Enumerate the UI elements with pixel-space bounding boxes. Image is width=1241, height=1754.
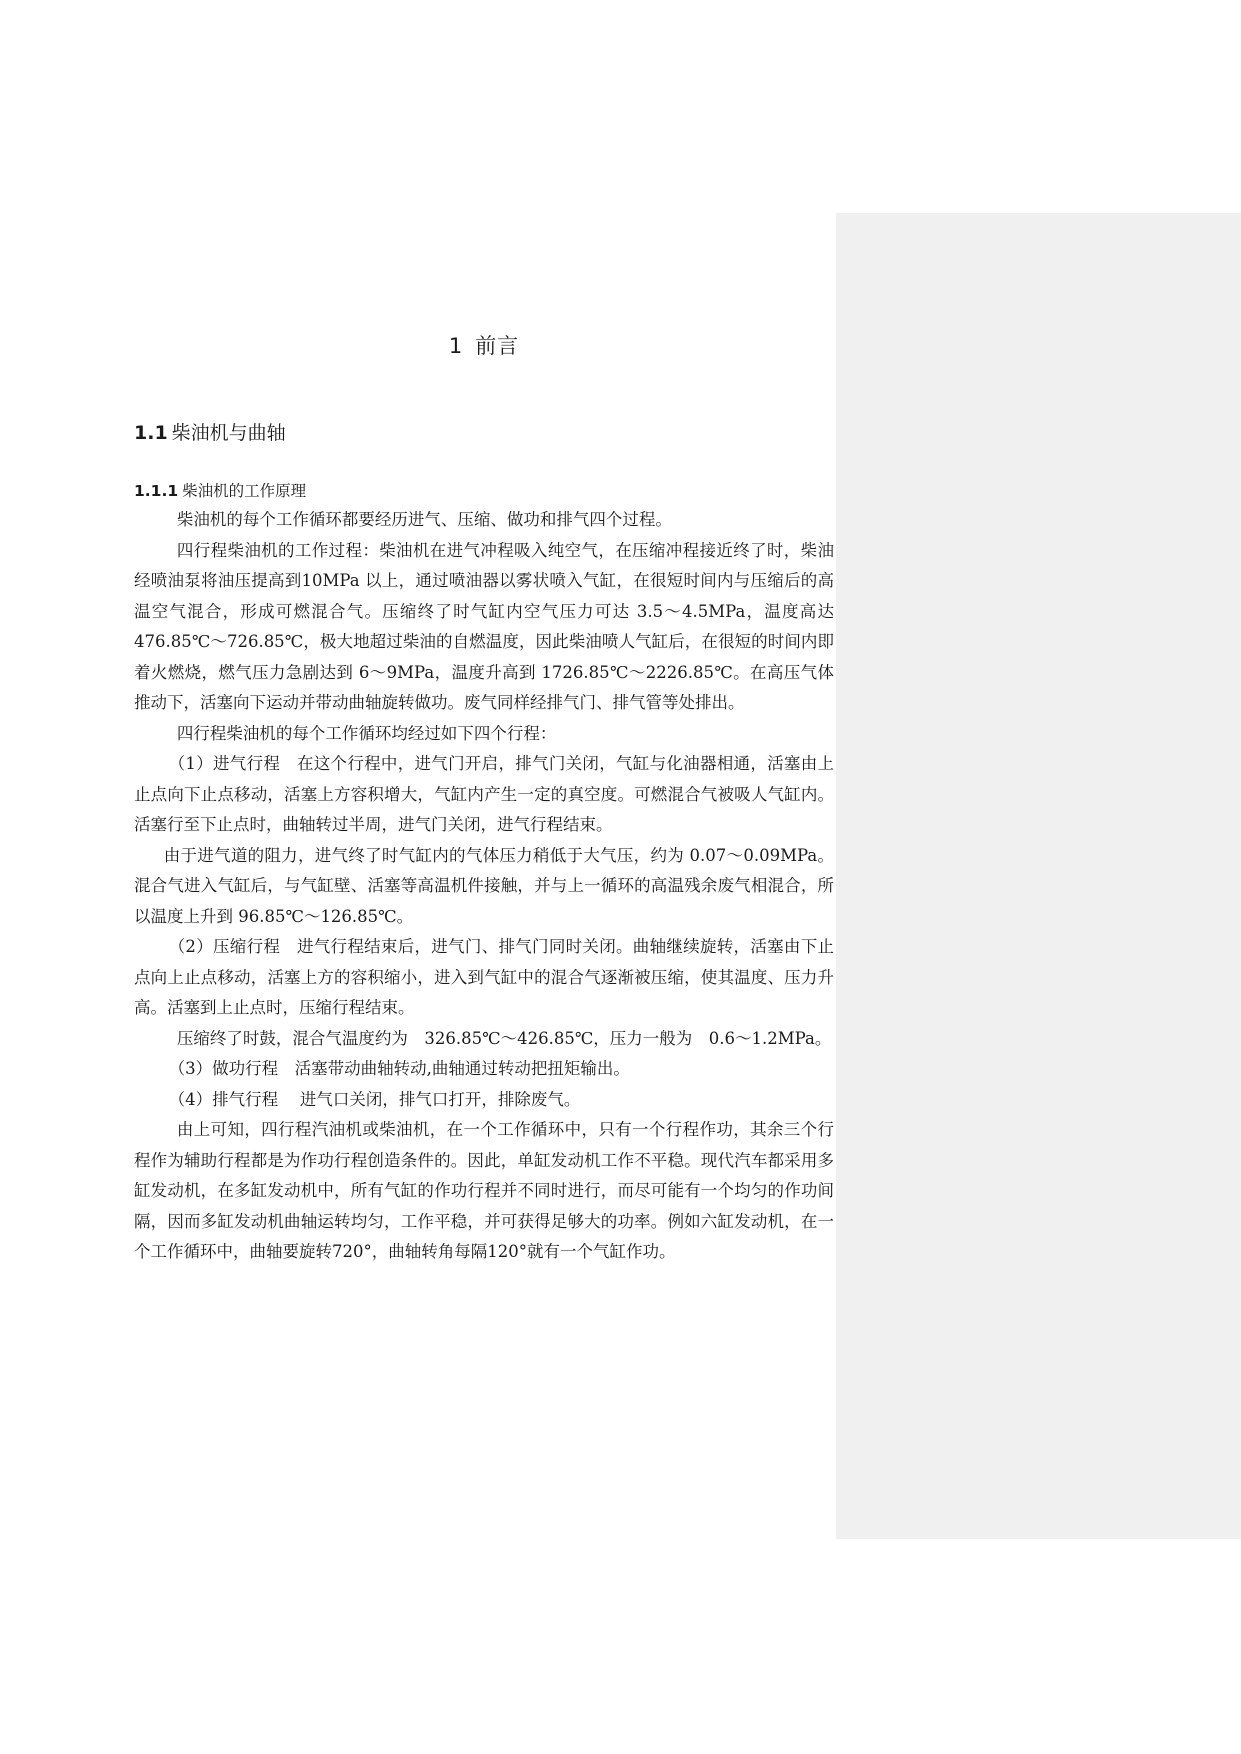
- section-number: 1.1: [134, 422, 168, 444]
- subsection-title-text: 柴油机的工作原理: [182, 482, 307, 500]
- section-title-text: 柴油机与曲轴: [171, 422, 286, 444]
- paragraph-compression-stroke: （2）压缩行程 进气行程结束后，进气门、排气门同时关闭。曲轴继续旋转，活塞由下止点向上止点移动，活塞上方的容积缩小，进入到气缸中的混合气逐渐被压缩，使其温度、压力升高。活塞到上止点时，压缩行程结束。: [134, 937, 834, 1017]
- subsection-heading: [134, 479, 834, 501]
- paragraph-intake-pressure: 由于进气道的阻力，进气终了时气缸内的气体压力稍低于大气压，约为 0.07～0.09MPa。混合气进入气缸后，与气缸壁、活塞等高温机件接触，并与上一循环的高温残余废气相混合，所以温度上升到 96.85℃～126.85℃。: [134, 845, 834, 926]
- section-heading: [134, 418, 834, 445]
- paragraph-four-strokes-intro: 四行程柴油机的每个工作循环均经过如下四个行程：: [176, 723, 557, 743]
- paragraph-cycle-overview: 柴油机的每个工作循环都要经历进气、压缩、做功和排气四个过程。: [176, 510, 672, 529]
- chapter-number: 1: [448, 334, 464, 358]
- chapter-title: [134, 330, 834, 360]
- paragraph-intake-stroke: （1）进气行程 在这个行程中，进气门开启，排气门关闭，气缸与化油器相通，活塞由上止点向下止点移动，活塞上方容积增大，气缸内产生一定的真空度。可燃混合气被吸人气缸内。活塞行至下止点时，曲轴转过半周，进气门关闭，进气行程结束。: [134, 754, 834, 834]
- subsection-number: 1.1.1: [134, 482, 179, 500]
- paragraph-exhaust-stroke: （4）排气行程 进气口关闭，排气口打开，排除废气。: [168, 1089, 581, 1109]
- comment-margin-pane: [836, 213, 1241, 1539]
- document-body: [134, 330, 834, 1268]
- paragraph-compression-end: 压缩终了时鼓，混合气温度约为 326.85℃～426.85℃，压力一般为 0.6～1.2MPa。: [176, 1028, 832, 1048]
- paragraph-power-stroke: （3）做功行程 活塞带动曲轴转动,曲轴通过转动把扭矩输出。: [168, 1059, 630, 1078]
- chapter-title-text: 前言: [475, 334, 520, 358]
- paragraph-working-process: 四行程柴油机的工作过程：柴油机在进气冲程吸入纯空气，在压缩冲程接近终了时，柴油经喷油泵将油压提高到10MPa 以上，通过喷油器以雾状喷入气缸，在很短时间内与压缩后的高温空气混合，形成可燃混合气。压缩终了时气缸内空气压力可达 3.5～4.5MPa，温度高达 476.85℃～726.85℃，极大地超过柴油的自燃温度，因此柴油喷人气缸后，在很短的时间内即着火燃烧，燃气压力急剧达到 6～9MPa，温度升高到 1726.85℃～2226.85℃。在高压气体推动下，活塞向下运动并带动曲轴旋转做功。废气同样经排气门、排气管等处排出。: [134, 540, 834, 712]
- paragraph-summary: 由上可知，四行程汽油机或柴油机，在一个工作循环中，只有一个行程作功，其余三个行程作为辅助行程都是为作功行程创造条件的。因此，单缸发动机工作不平稳。现代汽车都采用多缸发动机，在多缸发动机中，所有气缸的作功行程并不同时进行，而尽可能有一个均匀的作功间隔，因而多缸发动机曲轴运转均匀，工作平稳，并可获得足够大的功率。例如六缸发动机，在一个工作循环中，曲轴要旋转720°，曲轴转角每隔120°就有一个气缸作功。: [134, 1120, 834, 1261]
